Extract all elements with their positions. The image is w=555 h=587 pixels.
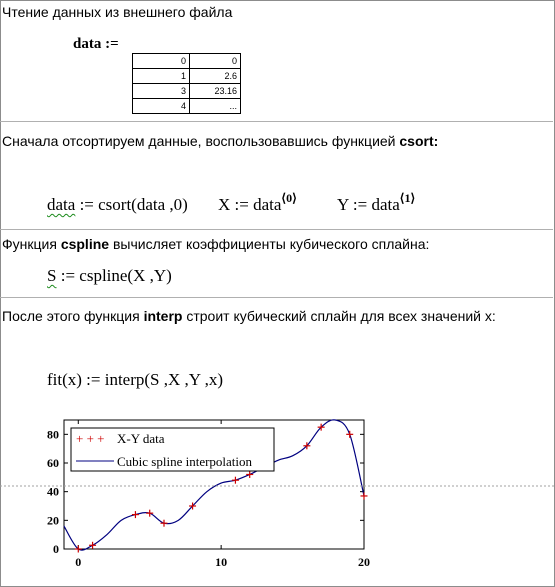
y-tick-label: 40 (47, 484, 59, 499)
matrix-cell: 4 (133, 99, 190, 114)
y-superscript: ⟨1⟩ (399, 191, 416, 205)
x-tick-label: 20 (358, 555, 370, 569)
matrix-row (133, 69, 241, 84)
y-tick-label: 0 (53, 542, 59, 556)
matrix-row (133, 99, 241, 114)
data-matrix-table (132, 53, 241, 114)
y-column-expression[interactable] (337, 191, 416, 215)
x-column-expression[interactable] (218, 191, 297, 215)
x-tick-label: 0 (75, 555, 82, 569)
x-superscript: ⟨0⟩ (281, 191, 297, 205)
var-s: S (47, 266, 57, 285)
csort-rhs: := csort(data ,0) (75, 195, 188, 214)
y-tick-label: 60 (47, 456, 59, 470)
legend-entry-data: X-Y data (117, 431, 165, 446)
x-expr: X := data (218, 195, 282, 214)
section-heading-sort (2, 133, 438, 149)
cspline-expression[interactable] (47, 266, 172, 286)
region-separator (0, 297, 553, 298)
function-name-cspline: cspline (60, 236, 110, 252)
section-heading-read-file: Чтение данных из внешнего файла (2, 4, 233, 20)
cspline-rhs: := cspline(X ,Y) (56, 266, 172, 285)
data-definition-lhs[interactable]: data := (73, 36, 119, 52)
matrix-cell: 0 (190, 54, 241, 69)
csort-expression[interactable] (47, 195, 188, 215)
section-text: Функция (2, 236, 61, 252)
section-text: Сначала отсортируем данные, воспользовавшись функцией (2, 133, 400, 149)
y-expr: Y := data (337, 195, 400, 214)
matrix-cell: 2.6 (190, 69, 241, 84)
var-data: data (47, 195, 76, 214)
legend-entry-spline: Cubic spline interpolation (117, 454, 253, 469)
section-text: вычисляет коэффициенты кубического сплайна: (109, 236, 430, 252)
region-separator (0, 121, 553, 122)
spline-chart[interactable] (0, 400, 555, 587)
matrix-cell: 0 (133, 54, 190, 69)
matrix-row (133, 54, 241, 69)
section-heading-interp (2, 308, 496, 324)
x-tick-label: 10 (215, 555, 228, 569)
matrix-cell: 1 (133, 69, 190, 84)
matrix-cell: 23.16 (190, 84, 241, 99)
function-name-csort: csort: (399, 133, 439, 149)
interp-expression[interactable]: fit(x) := interp(S ,X ,Y ,x) (47, 370, 224, 389)
section-text: строит кубический сплайн для всех значений x: (182, 308, 496, 324)
y-tick-label: 20 (47, 513, 59, 528)
matrix-cell: ... (190, 99, 241, 114)
data-matrix[interactable] (132, 53, 241, 114)
region-separator (0, 229, 553, 230)
function-name-interp: interp (143, 308, 183, 324)
legend (71, 428, 274, 471)
section-heading-cspline (2, 236, 429, 252)
matrix-cell: 3 (133, 84, 190, 99)
matrix-row (133, 84, 241, 99)
y-tick-label: 80 (47, 427, 59, 442)
section-text: После этого функция (2, 308, 144, 324)
legend-marker-sample: + + + (76, 431, 105, 446)
